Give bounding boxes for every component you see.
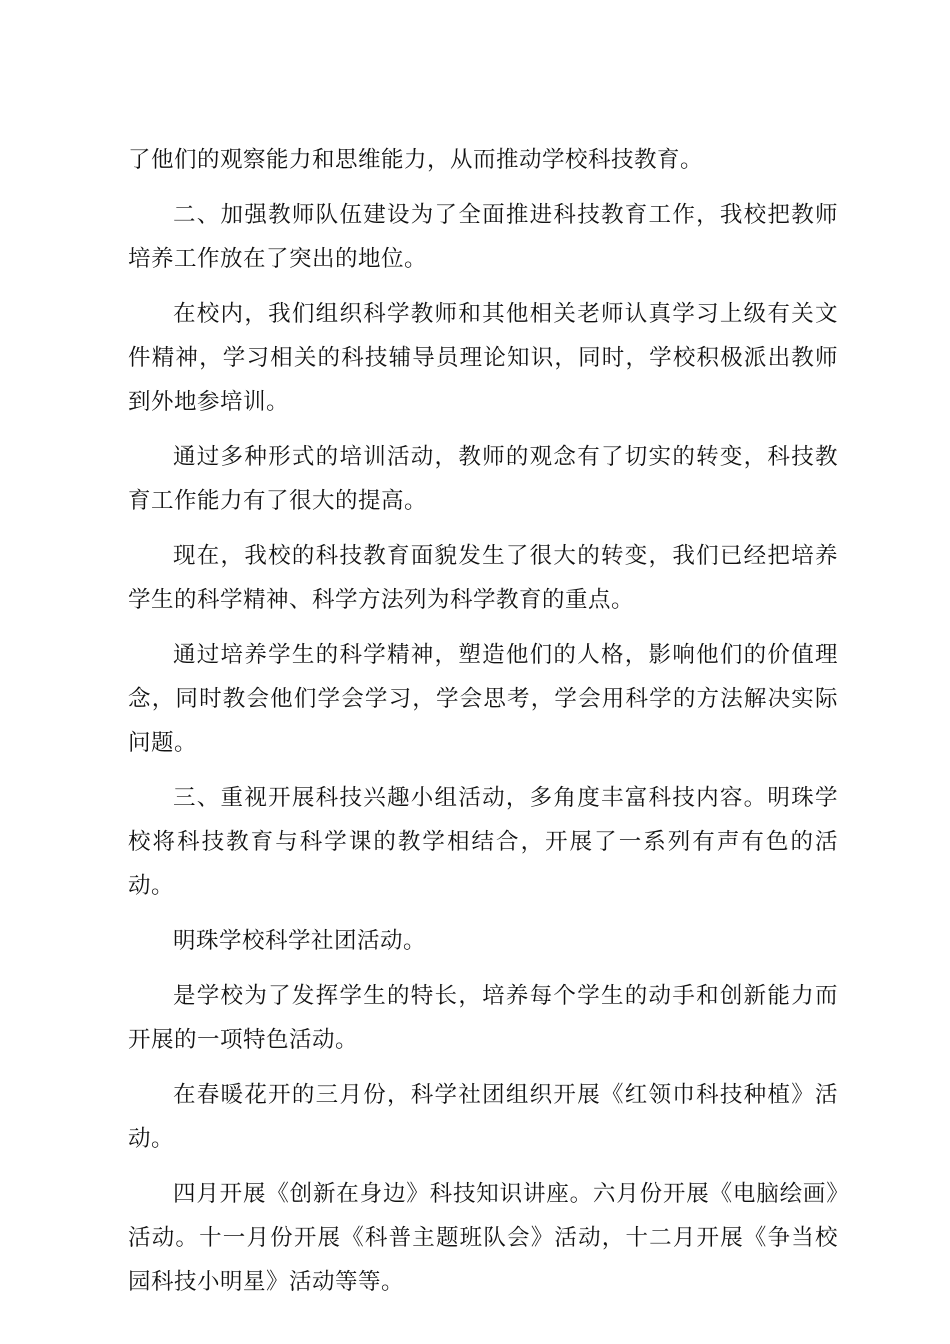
paragraph-continuation: 了他们的观察能力和思维能力，从而推动学校科技教育。 [128,147,704,173]
paragraph-monthly-activities: 四月开展《创新在身边》科技知识讲座。六月份开展《电脑绘画》活动。十一月份开展《科普主题班队会》活动，十二月开展《争当校园科技小明星》活动等等。 [128,1181,838,1295]
paragraph-club-purpose: 是学校为了发挥学生的特长，培养每个学生的动手和创新能力而开展的一项特色活动。 [128,983,838,1053]
paragraph-scientific-spirit: 通过培养学生的科学精神，塑造他们的人格，影响他们的价值理念，同时教会他们学会学习，学会思考，学会用科学的方法解决实际问题。 [128,642,838,756]
paragraph-in-school-study: 在校内，我们组织科学教师和其他相关老师认真学习上级有关文件精神，学习相关的科技辅导员理论知识，同时，学校积极派出教师到外地参培训。 [128,301,838,415]
document-page [128,138,838,1315]
paragraph-interest-groups: 三、重视开展科技兴趣小组活动，多角度丰富科技内容。明珠学校将科技教育与科学课的教学相结合，开展了一系列有声有色的活动。 [128,785,838,899]
paragraph-training-results: 通过多种形式的培训活动，教师的观念有了切实的转变，科技教育工作能力有了很大的提高。 [128,444,838,514]
paragraph-march-activity: 在春暖花开的三月份，科学社团组织开展《红领巾科技种植》活动。 [128,1082,838,1152]
paragraph-current-state: 现在，我校的科技教育面貌发生了很大的转变，我们已经把培养学生的科学精神、科学方法列为科学教育的重点。 [128,543,838,613]
paragraph-teacher-team: 二、加强教师队伍建设为了全面推进科技教育工作，我校把教师培养工作放在了突出的地位。 [128,202,838,272]
paragraph-science-club: 明珠学校科学社团活动。 [173,928,427,954]
